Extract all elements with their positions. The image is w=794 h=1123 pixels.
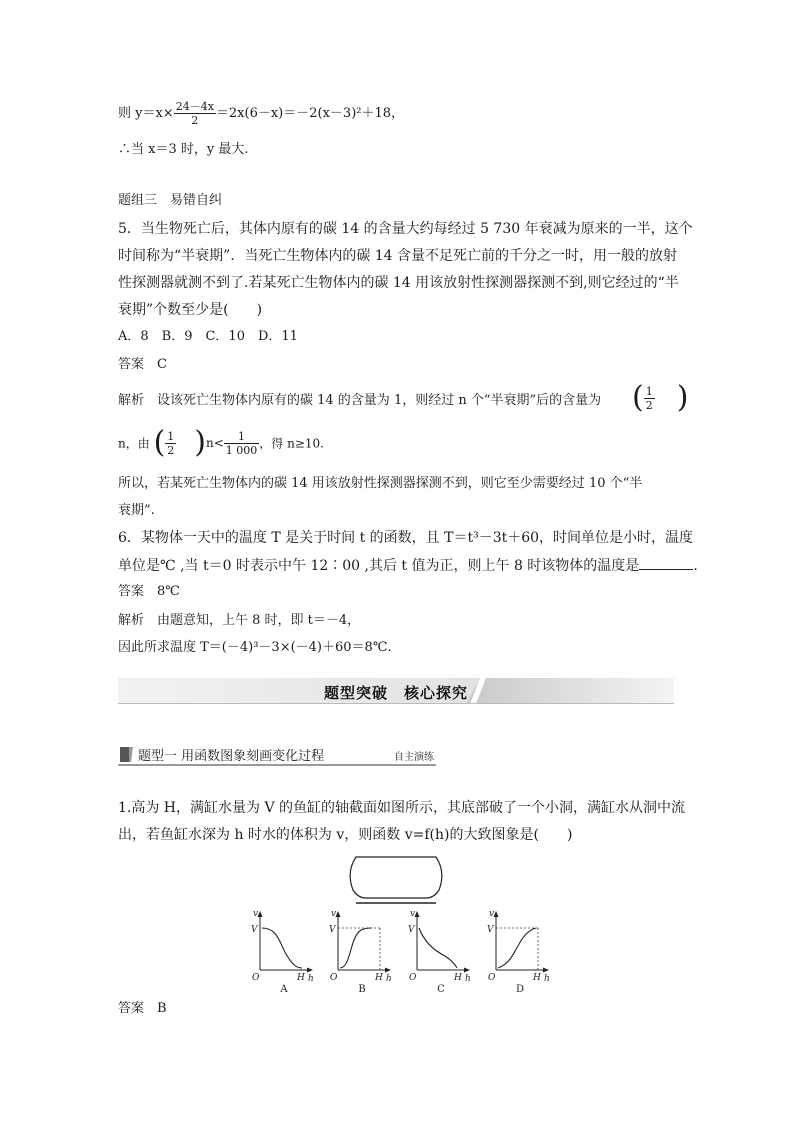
section-tag: 自主演练 (394, 752, 434, 763)
axis-label-h: h (465, 974, 471, 984)
x-axis-arrow (385, 968, 391, 973)
fraction: $\frac{24-4x}{2}$ (175, 100, 214, 127)
section-label: 题型一 用函数图象刻画变化过程 (138, 749, 325, 764)
q5-line2: 时间称为“半衰期”．当死亡生物体内的碳 14 含量不足死亡前的千分之一时，用一般的放射 (118, 248, 678, 264)
q5-solution-line2: n，由 ( $\frac{1}{2}$ )n< $\frac{1}{1 000}$ ，得 n≥10. (118, 425, 324, 460)
label-origin: O (488, 973, 496, 983)
label-V: V (329, 925, 336, 935)
option-label: A (280, 984, 288, 993)
formula-suffix: ＝2x(6－x)＝－2(x－3)²＋18， (215, 106, 405, 121)
q6-answer: 答案 8℃ (118, 584, 180, 599)
label-V: V (408, 925, 415, 935)
graph-option-b (329, 909, 392, 993)
formula-prefix: 则 y＝x× (118, 106, 174, 121)
label-H: H (297, 973, 305, 983)
q5-solution-line4: 衰期”. (118, 503, 155, 518)
label-V: V (251, 925, 258, 935)
q5-solution-line3: 所以，若某死亡生物体内的碳 14 用该放射性探测器探测不到，则它至少需要经过 10 个“半 (118, 476, 643, 491)
q5-solution-line1: 解析 设该死亡生物体内原有的碳 14 的含量为 1，则经过 n 个“半衰期”后的含量为 (118, 393, 602, 408)
q5-line4: 衰期”个数至少是( ) (118, 302, 263, 318)
q1-line2: 出，若鱼缸水深为 h 时水的体积为 v，则函数 v=f(h)的大致图象是( ) (118, 827, 573, 843)
label-origin: O (252, 973, 260, 983)
q1-line1: 1.高为 H，满缸水量为 V 的鱼缸的轴截面如图所示，其底部破了一个小洞，满缸水从洞中流 (118, 800, 686, 816)
label-V: V (487, 925, 494, 935)
q5-power-half: ( $\frac{1}{2}$ ) (632, 380, 689, 415)
y-axis-arrow (336, 911, 341, 917)
solution-line1 (118, 100, 404, 127)
y-axis-arrow (494, 911, 499, 917)
graph-curve (262, 928, 302, 968)
x-axis-arrow (543, 968, 549, 973)
banner-title: 题型突破 核心探究 (323, 684, 468, 702)
q6-line1: 6．某物体一天中的温度 T 是关于时间 t 的函数，且 T＝t³－3t＋60，时间单位是小时，温度 (118, 530, 694, 546)
q6-line2: 单位是℃ ,当 t＝0 时表示中午 12∶00 ,其后 t 值为正，则上午 8 时该物体的温度是 . (118, 555, 698, 576)
graph-option-a (251, 909, 314, 993)
y-axis-arrow (258, 911, 263, 917)
axis-label-h: h (386, 974, 392, 984)
q1-answer: 答案 B (118, 1001, 167, 1016)
q6-solution-line1: 解析 由题意知，上午 8 时，即 t＝－4， (118, 613, 361, 628)
axis-label-h: h (308, 974, 314, 984)
q5-answer: 答案 C (118, 357, 167, 372)
graph-curve (498, 928, 536, 968)
label-H: H (454, 973, 462, 983)
label-H: H (375, 973, 383, 983)
option-graphs (240, 908, 560, 993)
section-banner (118, 678, 674, 704)
axis-label-h: h (544, 974, 550, 984)
label-H: H (533, 973, 541, 983)
q6-solution-line2: 因此所求温度 T＝(－4)³－3×(－4)＋60＝8℃. (118, 640, 392, 655)
graph-option-d (487, 909, 550, 993)
label-origin: O (409, 973, 417, 983)
q5-line1: 5．当生物死亡后，其体内原有的碳 14 的含量大约每经过 5 730 年衰减为原来的一半，这个 (118, 221, 693, 237)
label-origin: O (330, 973, 338, 983)
axis-label-v: v (489, 909, 495, 919)
y-axis-arrow (415, 911, 420, 917)
solution-line2: ∴当 x＝3 时，y 最大. (118, 142, 249, 157)
answer-blank[interactable] (639, 555, 693, 570)
option-label: D (515, 984, 525, 993)
section-header (118, 744, 674, 766)
x-axis-arrow (307, 968, 313, 973)
axis-label-v: v (410, 909, 416, 919)
axis-label-v: v (331, 909, 337, 919)
fish-tank-figure (344, 852, 448, 906)
x-axis-arrow (464, 968, 470, 973)
option-label: B (358, 984, 366, 993)
option-label: C (437, 984, 445, 993)
q5-options: A．8 B．9 C．10 D．11 (118, 329, 298, 344)
axis-label-v: v (253, 909, 259, 919)
group-title: 题组三 易错自纠 (118, 193, 223, 208)
graph-option-c (408, 909, 471, 993)
graph-curve (419, 928, 457, 968)
q5-line3: 性探测器就测不到了.若某死亡生物体内的碳 14 用该放射性探测器探测不到,则它经过的“半 (118, 275, 679, 291)
graph-curve (340, 928, 372, 968)
